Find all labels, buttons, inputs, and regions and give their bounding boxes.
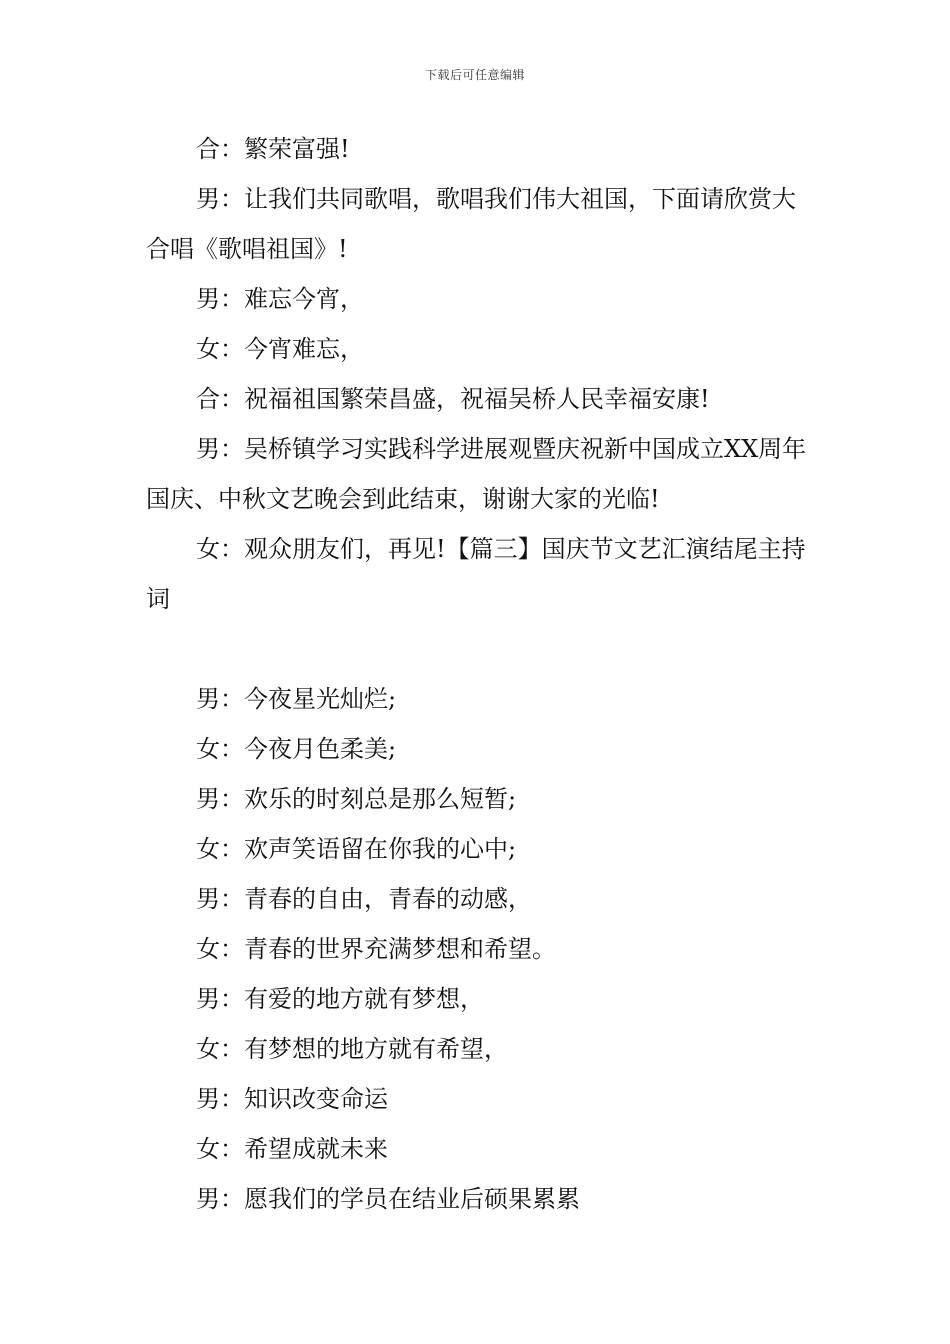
paragraph-gap	[146, 624, 810, 674]
dialogue-line: 女：观众朋友们，再见!【篇三】国庆节文艺汇演结尾主持词	[146, 535, 806, 613]
dialogue-line: 女：有梦想的地方就有希望，	[196, 1035, 508, 1063]
dialogue-line: 男：吴桥镇学习实践科学进展观暨庆祝新中国成立XX周年国庆、中秋文艺晚会到此结束，谢谢大家的光临!	[146, 435, 807, 513]
dialogue-line: 女：今夜月色柔美;	[196, 735, 397, 763]
dialogue-line: 女：希望成就未来	[196, 1135, 388, 1163]
dialogue-line: 男：有爱的地方就有梦想，	[196, 985, 484, 1013]
header-note: 下载后可任意编辑	[424, 68, 525, 82]
dialogue-line: 女：欢声笑语留在你我的心中;	[196, 835, 517, 863]
dialogue-line: 男：让我们共同歌唱，歌唱我们伟大祖国，下面请欣赏大合唱《歌唱祖国》!	[146, 185, 796, 263]
dialogue-line: 合：祝福祖国繁荣昌盛，祝福吴桥人民幸福安康!	[196, 385, 710, 413]
dialogue-line: 男：青春的自由，青春的动感，	[196, 885, 532, 913]
dialogue-line: 男：难忘今宵，	[196, 285, 364, 313]
dialogue-line: 男：愿我们的学员在结业后硕果累累	[196, 1185, 580, 1213]
dialogue-line: 女：青春的世界充满梦想和希望。	[196, 935, 556, 963]
dialogue-line: 男：欢乐的时刻总是那么短暂;	[196, 785, 517, 813]
document-body	[146, 124, 810, 1224]
dialogue-line: 合：繁荣富强!	[196, 135, 350, 163]
dialogue-line: 女：今宵难忘，	[196, 335, 364, 363]
dialogue-line: 男：知识改变命运	[196, 1085, 388, 1113]
dialogue-line: 男：今夜星光灿烂;	[196, 685, 397, 713]
